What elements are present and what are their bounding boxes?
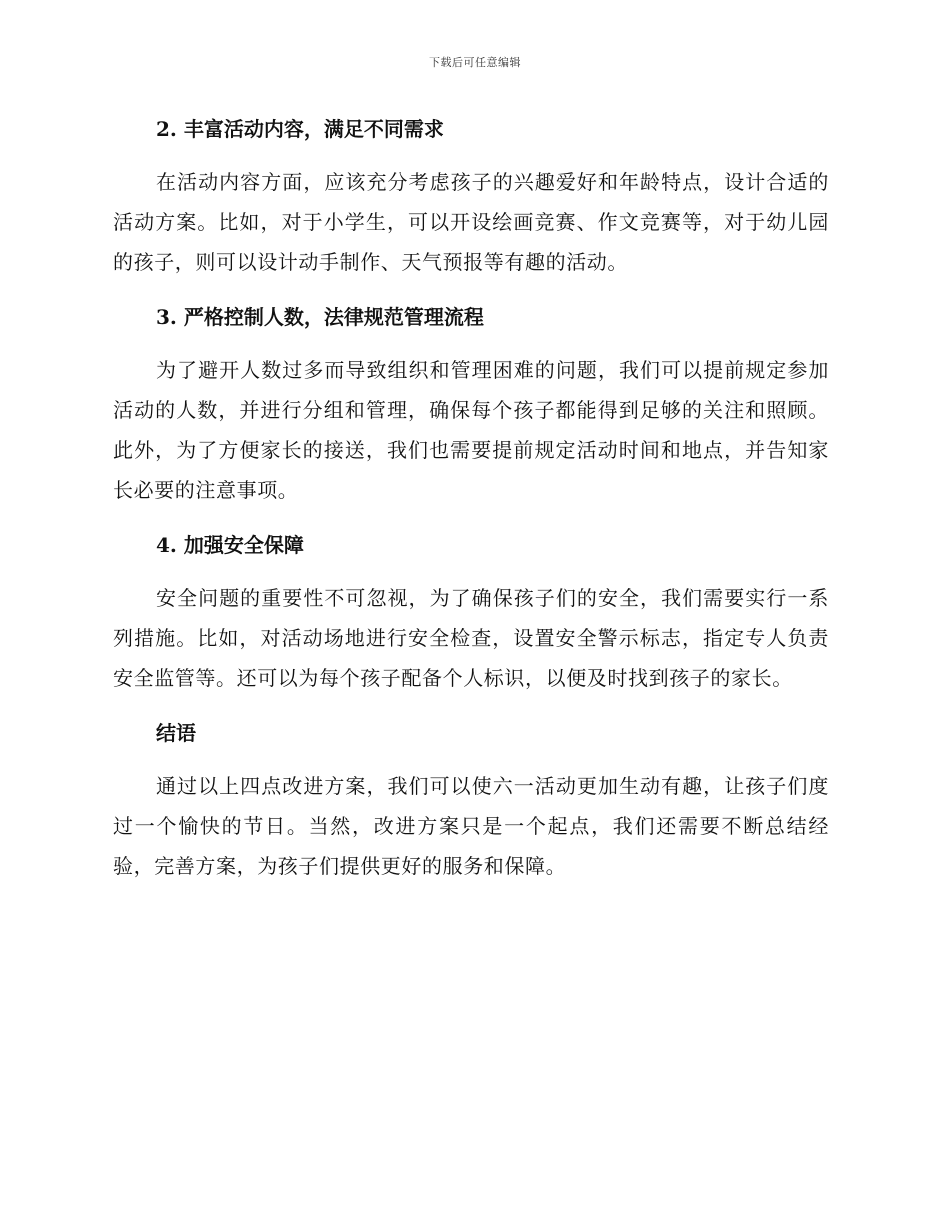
document-body (113, 110, 829, 886)
section-paragraph-3: 为了避开人数过多而导致组织和管理困难的问题，我们可以提前规定参加活动的人数，并进行分组和管理，确保每个孩子都能得到足够的关注和照顾。此外，为了方便家长的接送，我们也需要提前规定活动时间和地点，并告知家长必要的注意事项。 (113, 358, 829, 502)
section-heading-3: 3. 严格控制人数，法律规范管理流程 (156, 305, 484, 329)
section-heading-2: 2. 丰富活动内容，满足不同需求 (156, 117, 444, 141)
page-header: 下载后可任意编辑 (429, 56, 521, 69)
section-heading-4: 4. 加强安全保障 (156, 533, 304, 557)
conclusion-heading: 结语 (156, 721, 196, 745)
conclusion-paragraph: 通过以上四点改进方案，我们可以使六一活动更加生动有趣，让孩子们度过一个愉快的节日。当然，改进方案只是一个起点，我们还需要不断总结经验，完善方案，为孩子们提供更好的服务和保障。 (113, 774, 829, 878)
section-paragraph-2: 在活动内容方面，应该充分考虑孩子的兴趣爱好和年龄特点，设计合适的活动方案。比如，对于小学生，可以开设绘画竞赛、作文竞赛等，对于幼儿园的孩子，则可以设计动手制作、天气预报等有趣的活动。 (113, 170, 829, 274)
section-paragraph-4: 安全问题的重要性不可忽视，为了确保孩子们的安全，我们需要实行一系列措施。比如，对活动场地进行安全检查，设置安全警示标志，指定专人负责安全监管等。还可以为每个孩子配备个人标识，以便及时找到孩子的家长。 (113, 586, 829, 690)
